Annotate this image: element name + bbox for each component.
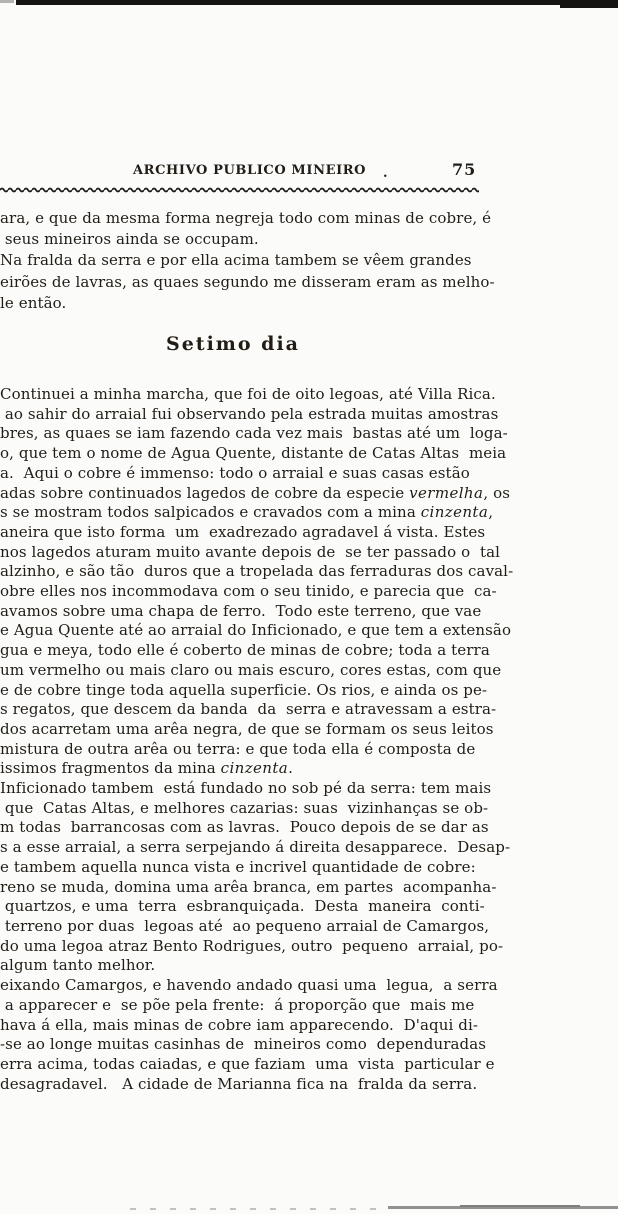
- text-line: seus mineiros ainda se occupam.: [0, 230, 259, 249]
- wavy-rule-divider: [0, 186, 479, 194]
- text-line: quartzos, e uma terra esbranquiçada. Desta maneira conti-: [0, 897, 485, 916]
- text-line: eixando Camargos, e havendo andado quasi uma legua, a serra: [0, 976, 498, 995]
- text-line: hava á ella, mais minas de cobre iam apparecendo. D'aqui di-: [0, 1015, 479, 1034]
- text-line: Na fralda da serra e por ella acima tambem se vêem grandes: [0, 251, 472, 270]
- text-line: do uma legoa atraz Bento Rodrigues, outro pequeno arraial, po-: [0, 936, 504, 955]
- text-line: erra acima, todas caiadas, e que faziam uma vista particular e: [0, 1054, 495, 1073]
- text-line: nos lagedos aturam muito avante depois de se ter passado o tal: [0, 542, 501, 561]
- page-body: [0, 208, 514, 1094]
- text-line: alzinho, e são tão duros que a tropelada das ferraduras dos caval-: [0, 562, 514, 581]
- text-line: adas sobre continuados lagedos de cobre da especie vermelha, os: [0, 483, 511, 502]
- text-line: eirões de lavras, as quaes segundo me disseram eram as melho-: [0, 272, 495, 291]
- paragraph-group: [0, 385, 514, 1094]
- text-line: bres, as quaes se iam fazendo cada vez mais bastas até um loga-: [0, 424, 508, 443]
- text-line: a apparecer e se põe pela frente: á proporção que mais me: [0, 995, 475, 1014]
- header-separator-dot: .: [383, 166, 388, 181]
- text-line: terreno por duas legoas até ao pequeno arraial de Camargos,: [0, 917, 490, 935]
- text-line: o, que tem o nome de Agua Quente, distante de Catas Altas meia: [0, 444, 507, 463]
- text-line: s regatos, que descem da banda da serra e atravessam a estra-: [0, 700, 497, 719]
- text-line: m todas barrancosas com as lavras. Pouco depois de se dar as: [0, 818, 489, 837]
- text-line: dos acarretam uma arêa negra, de que se formam os seus leitos: [0, 719, 494, 738]
- scan-edge-artifact-bottom-dark: [460, 1205, 580, 1207]
- text-line: s se mostram todos salpicados e cravados com a mina cinzenta,: [0, 503, 494, 522]
- scan-edge-artifact-top-right: [560, 0, 618, 8]
- running-header-title: ARCHIVO PUBLICO MINEIRO: [133, 163, 367, 178]
- text-line: -se ao longe muitas casinhas de mineiros como dependuradas: [0, 1035, 487, 1054]
- text-line: um vermelho ou mais claro ou mais escuro, cores estas, com que: [0, 660, 502, 679]
- scan-smudge-top-left: [0, 0, 14, 3]
- text-line: gua e meya, todo elle é coberto de minas de cobre; toda a terra: [0, 641, 490, 660]
- text-line: Inficionado tambem está fundado no sob pé da serra: tem mais: [0, 779, 492, 798]
- text-line: obre elles nos incommodava com o seu tinido, e parecia que ca-: [0, 582, 497, 601]
- text-line: e Agua Quente até ao arraial do Inficionado, e que tem a extensão: [0, 621, 512, 640]
- section-heading: Setimo dia: [165, 333, 300, 356]
- text-line: algum tanto melhor.: [0, 956, 156, 975]
- text-line: Continuei a minha marcha, que foi de oito legoas, até Villa Rica.: [0, 385, 496, 404]
- page-number: 75: [452, 160, 477, 179]
- text-line: e tambem aquella nunca vista e incrivel quantidade de cobre:: [0, 857, 476, 876]
- text-line: desagradavel. A cidade de Marianna fica na fralda da serra.: [0, 1074, 478, 1093]
- text-line: que Catas Altas, e melhores cazarias: suas vizinhanças se ob-: [0, 798, 489, 817]
- text-line: aneira que isto forma um exadrezado agradavel á vista. Estes: [0, 522, 486, 541]
- scan-edge-artifact-top: [16, 0, 618, 5]
- scan-edge-artifact-bottom-dashed: [130, 1208, 382, 1210]
- text-line: ao sahir do arraial fui observando pela estrada muitas amostras: [0, 404, 499, 423]
- text-line: reno se muda, domina uma arêa branca, em partes acompanha-: [0, 877, 497, 896]
- text-line: issimos fragmentos da mina cinzenta.: [0, 759, 294, 778]
- text-line: e de cobre tinge toda aquella superficie. Os rios, e ainda os pe-: [0, 680, 488, 699]
- text-line: s a esse arraial, a serra serpejando á direita desapparece. Desap-: [0, 838, 511, 857]
- text-line: ara, e que da mesma forma negreja todo com minas de cobre, é: [0, 209, 492, 227]
- text-line: a. Aqui o cobre é immenso: todo o arraial e suas casas estão: [0, 463, 470, 482]
- text-line: avamos sobre uma chapa de ferro. Todo este terreno, que vae: [0, 601, 482, 620]
- text-line: mistura de outra arêa ou terra: e que toda ella é composta de: [0, 739, 476, 758]
- paragraph-block: [0, 208, 495, 314]
- text-line: le então.: [0, 293, 67, 312]
